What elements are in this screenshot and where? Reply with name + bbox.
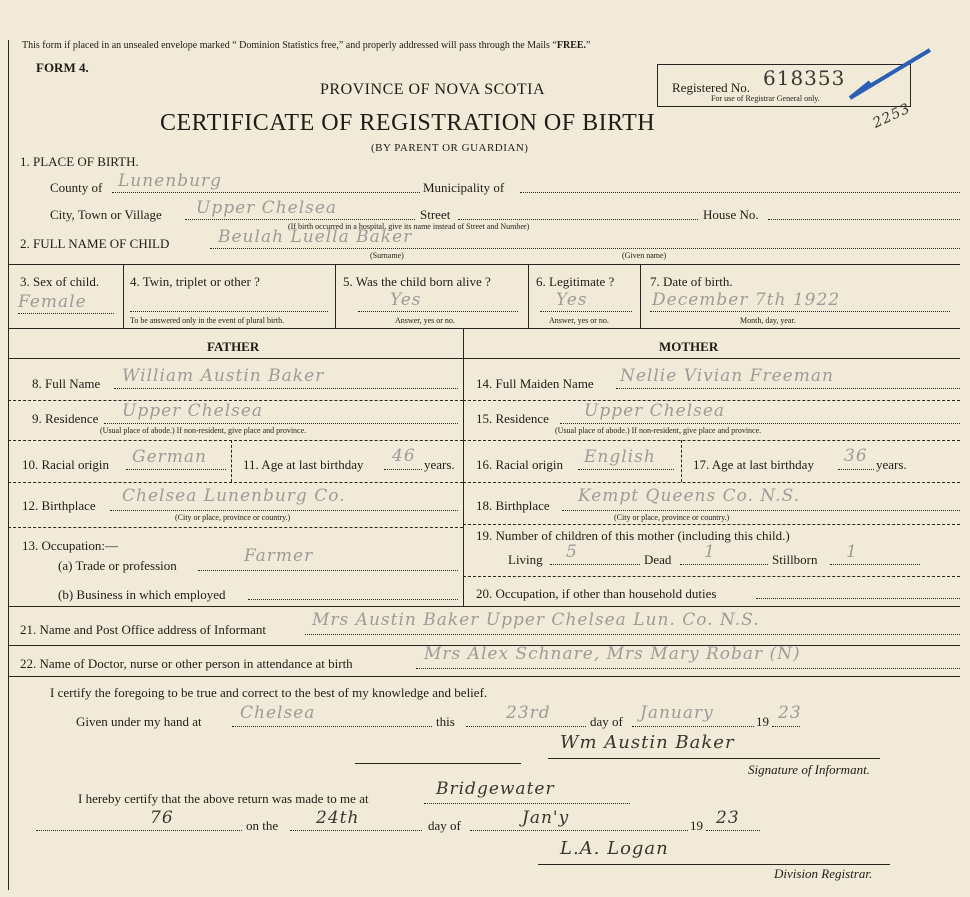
mother-residence-note: (Usual place of abode.) If non-resident, give place and province. — [555, 426, 762, 435]
father-residence-note: (Usual place of abode.) If non-resident, give place and province. — [100, 426, 307, 435]
trade-line — [198, 570, 458, 571]
registrar-day-line — [290, 830, 422, 831]
father-birthplace-label: 12. Birthplace — [22, 498, 96, 513]
registrar-day-of-label: day of — [428, 818, 461, 833]
row3-divider-2 — [335, 264, 336, 328]
trade-value: Farmer — [244, 546, 314, 566]
registrar-year-prefix: 19 — [690, 818, 703, 833]
place-of-birth-heading: 1. PLACE OF BIRTH. — [20, 154, 139, 169]
page-subtitle: (BY PARENT OR GUARDIAN) — [371, 142, 529, 154]
sex-line — [18, 313, 114, 314]
alive-note: Answer, yes or no. — [395, 316, 455, 325]
this-label: this — [436, 714, 455, 729]
father-birthplace-note: (City or place, province or country.) — [175, 513, 291, 522]
father-rule-4 — [8, 527, 463, 528]
father-residence-value: Upper Chelsea — [122, 401, 264, 421]
division-registrar-caption: Division Registrar. — [774, 866, 873, 881]
father-birthplace-value: Chelsea Lunenburg Co. — [122, 486, 346, 506]
mother-residence-label: 15. Residence — [476, 411, 549, 426]
city-line — [185, 219, 415, 220]
mother-rule-5 — [463, 576, 960, 577]
father-heading: FATHER — [207, 339, 260, 354]
mother-residence-line — [560, 423, 960, 424]
registrar-year-value: 23 — [716, 808, 740, 828]
informant-label: 21. Name and Post Office address of Informant — [20, 622, 266, 637]
doctor-line — [416, 668, 960, 669]
father-occupation-label: 13. Occupation:— — [22, 538, 119, 553]
business-label: (b) Business in which employed — [58, 587, 226, 602]
parents-bottom-rule — [8, 606, 960, 607]
father-age-label: 11. Age at last birthday — [243, 457, 364, 472]
municipality-label: Municipality of — [423, 180, 505, 195]
twin-line — [130, 311, 328, 312]
father-name-label: 8. Full Name — [32, 376, 101, 391]
parents-divider — [463, 328, 464, 606]
parents-heading-rule — [8, 358, 960, 359]
mail-notice: This form if placed in an unsealed envelope marked “ Dominion Statistics free,” and properly addressed will pass through the Mails “FREE.” — [22, 40, 591, 51]
certify-day-line — [466, 726, 586, 727]
county-value: Lunenburg — [118, 171, 223, 191]
row3-divider-3 — [528, 264, 529, 328]
county-label: County of — [50, 180, 103, 195]
street-line — [458, 219, 698, 220]
mother-residence-value: Upper Chelsea — [584, 401, 726, 421]
house-no-label: House No. — [703, 207, 759, 222]
mother-birthplace-value: Kempt Queens Co. N.S. — [578, 486, 801, 506]
legitimate-value: Yes — [556, 290, 588, 310]
living-value: 5 — [566, 542, 578, 562]
child-name-value: Beulah Luella Baker — [218, 227, 413, 247]
stillborn-value: 1 — [846, 542, 858, 562]
mother-name-label: 14. Full Maiden Name — [476, 376, 594, 391]
registered-number: 618353 — [763, 66, 846, 90]
registrar-number-value: 76 — [150, 808, 174, 828]
father-name-line — [114, 388, 458, 389]
mother-birthplace-line — [562, 510, 960, 511]
mother-rule-4 — [463, 524, 960, 525]
father-age-line — [384, 469, 422, 470]
form-label: FORM 4. — [36, 60, 89, 75]
registrar-month-line — [470, 830, 688, 831]
sex-label: 3. Sex of child. — [20, 274, 100, 289]
row3-bottom-rule — [8, 328, 960, 329]
father-age-value: 46 — [392, 446, 416, 466]
mother-racial-label: 16. Racial origin — [476, 457, 564, 472]
legitimate-note: Answer, yes or no. — [549, 316, 609, 325]
registrar-month-value: Jan'y — [522, 808, 570, 828]
living-label: Living — [508, 552, 543, 567]
father-racial-value: German — [132, 447, 207, 467]
doctor-value: Mrs Alex Schnare, Mrs Mary Robar (N) — [424, 644, 801, 664]
alive-label: 5. Was the child born alive ? — [343, 274, 491, 289]
given-place-value: Chelsea — [240, 703, 316, 723]
registrar-general-note: For use of Registrar General only. — [711, 94, 820, 103]
registrar-on-label: on the — [246, 818, 279, 833]
mother-years-label: years. — [876, 457, 907, 472]
signature-rule-left — [355, 763, 521, 764]
father-rule-2 — [8, 440, 463, 441]
mother-age-line — [838, 469, 874, 470]
child-name-line — [210, 248, 960, 249]
certify-month-line — [632, 726, 754, 727]
registrar-place-line — [424, 803, 630, 804]
father-residence-label: 9. Residence — [32, 411, 99, 426]
blue-check-mark — [840, 40, 940, 110]
legitimate-line — [540, 311, 632, 312]
birth-date-value: December 7th 1922 — [652, 290, 841, 310]
registrar-signature: L.A. Logan — [560, 838, 669, 859]
informant-signature-caption: Signature of Informant. — [748, 762, 870, 777]
certify-year-line — [772, 726, 800, 727]
legitimate-label: 6. Legitimate ? — [536, 274, 615, 289]
birth-date-label: 7. Date of birth. — [650, 274, 733, 289]
twin-note: To be answered only in the event of plural birth. — [130, 316, 285, 325]
mother-name-line — [616, 388, 960, 389]
sex-value: Female — [18, 292, 87, 312]
trade-label: (a) Trade or profession — [58, 558, 177, 573]
certify-year-value: 23 — [778, 703, 802, 723]
surname-caption: (Surname) — [370, 251, 404, 260]
mother-rule-3 — [463, 482, 960, 483]
twin-label: 4. Twin, triplet or other ? — [130, 274, 260, 289]
mother-name-value: Nellie Vivian Freeman — [620, 366, 834, 386]
registrar-number-line — [36, 830, 242, 831]
row3-divider-1 — [123, 264, 124, 328]
registered-label: Registered No. — [672, 80, 750, 95]
doctor-label: 22. Name of Doctor, nurse or other person in attendance at birth — [20, 656, 353, 671]
father-name-value: William Austin Baker — [122, 366, 325, 386]
business-line — [248, 599, 458, 600]
father-age-divider — [231, 440, 232, 482]
row3-divider-4 — [640, 264, 641, 328]
mother-rule-2 — [463, 440, 960, 441]
doctor-rule — [8, 676, 960, 677]
registrar-year-line — [706, 830, 760, 831]
certify-month-value: January — [640, 703, 714, 723]
mother-occupation-label: 20. Occupation, if other than household duties — [476, 586, 717, 601]
dead-label: Dead — [644, 552, 672, 567]
mother-heading: MOTHER — [659, 339, 719, 354]
municipality-line — [520, 192, 960, 193]
alive-line — [358, 311, 518, 312]
mother-racial-value: English — [584, 447, 656, 467]
province-heading: PROVINCE OF NOVA SCOTIA — [320, 81, 546, 98]
given-name-caption: (Given name) — [622, 251, 667, 260]
alive-value: Yes — [390, 290, 422, 310]
children-count-label: 19. Number of children of this mother (including this child.) — [476, 528, 790, 543]
living-line — [550, 564, 640, 565]
informant-signature: Wm Austin Baker — [560, 732, 735, 753]
street-label: Street — [420, 207, 451, 222]
house-no-line — [768, 219, 960, 220]
certify-year-prefix: 19 — [756, 714, 769, 729]
stillborn-label: Stillborn — [772, 552, 818, 567]
given-place-line — [232, 726, 432, 727]
city-label: City, Town or Village — [50, 207, 162, 222]
child-name-label: 2. FULL NAME OF CHILD — [20, 236, 170, 251]
left-border — [8, 40, 9, 890]
informant-line — [305, 634, 960, 635]
certify-day-value: 23rd — [506, 703, 551, 723]
mother-age-divider — [681, 440, 682, 482]
birth-date-note: Month, day, year. — [740, 316, 796, 325]
county-line — [112, 192, 420, 193]
page-title: CERTIFICATE OF REGISTRATION OF BIRTH — [160, 110, 656, 136]
mother-age-label: 17. Age at last birthday — [693, 457, 814, 472]
mother-birthplace-note: (City or place, province or country.) — [614, 513, 730, 522]
mother-age-value: 36 — [844, 446, 868, 466]
mother-occupation-line — [756, 598, 960, 599]
informant-signature-line — [548, 758, 880, 759]
row3-top-rule — [8, 264, 960, 265]
registrar-day-value: 24th — [316, 808, 360, 828]
dead-value: 1 — [704, 542, 716, 562]
father-rule-3 — [8, 482, 463, 483]
stillborn-line — [830, 564, 920, 565]
dead-line — [680, 564, 768, 565]
father-racial-label: 10. Racial origin — [22, 457, 110, 472]
margin-note: 2253 — [870, 100, 914, 132]
mother-birthplace-label: 18. Birthplace — [476, 498, 550, 513]
hospital-note: (If birth occurred in a hospital, give its name instead of Street and Number) — [288, 222, 530, 231]
registrar-signature-line — [538, 864, 890, 865]
father-residence-line — [104, 423, 458, 424]
certify-day-of-label: day of — [590, 714, 623, 729]
father-years-label: years. — [424, 457, 455, 472]
informant-value: Mrs Austin Baker Upper Chelsea Lun. Co. N.S. — [312, 610, 760, 630]
given-under-label: Given under my hand at — [76, 714, 202, 729]
father-racial-line — [126, 469, 226, 470]
registrar-statement: I hereby certify that the above return was made to me at — [78, 791, 369, 806]
mother-racial-line — [578, 469, 674, 470]
registrar-place-value: Bridgewater — [436, 779, 555, 799]
city-value: Upper Chelsea — [196, 198, 338, 218]
certify-statement: I certify the foregoing to be true and correct to the best of my knowledge and belief. — [50, 685, 488, 700]
father-birthplace-line — [110, 510, 458, 511]
birth-date-line — [650, 311, 950, 312]
